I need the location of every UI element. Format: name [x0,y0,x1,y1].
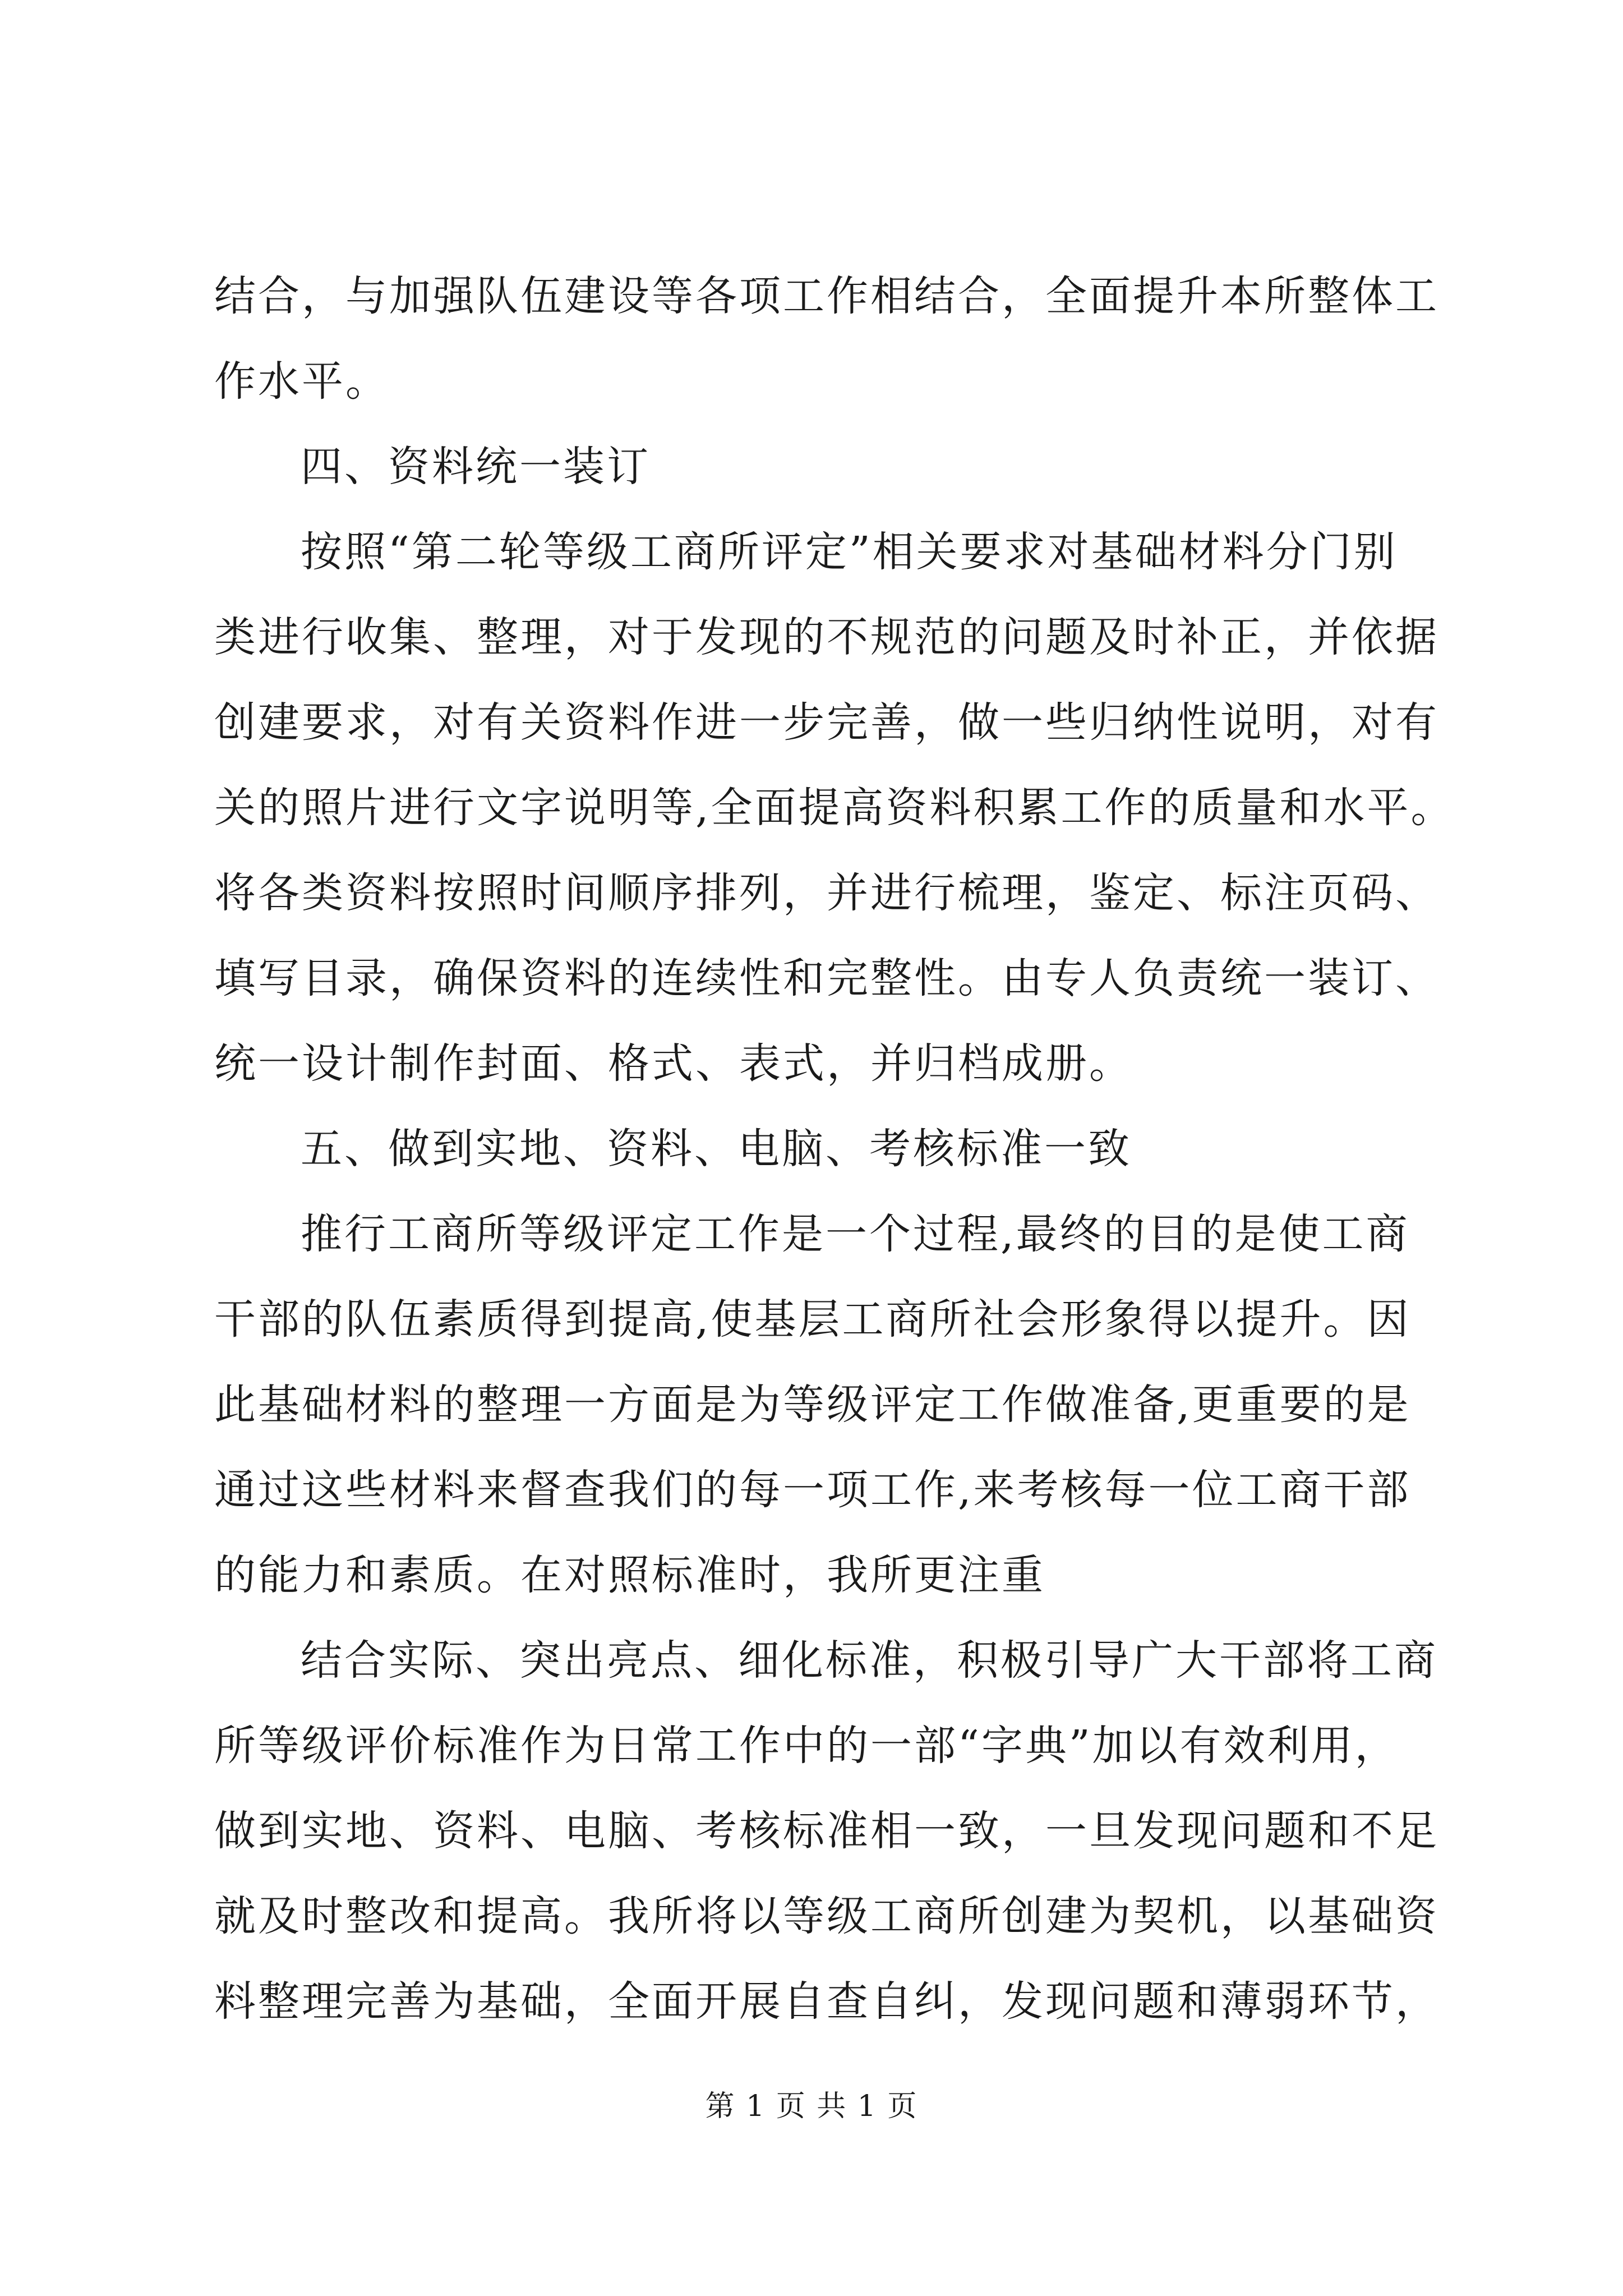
text-line-13: 干部的队伍素质得到提高,使基层工商所社会形象得以提升。因 [214,1295,1411,1343]
text-line-16: 的能力和素质。在对照标准时，我所更注重 [214,1551,1045,1599]
text-line-10: 统一设计制作封面、格式、表式，并归档成册。 [214,1039,1133,1088]
document-body [214,254,1455,2044]
text-line-4: 按照“第二轮等级工商所评定”相关要求对基础材料分门别 [301,528,1398,576]
text-line-21: 料整理完善为基础，全面开展自查自纠，发现问题和薄弱环节， [214,1977,1439,2026]
text-line-5: 类进行收集、整理，对于发现的不规范的问题及时补正，并依据 [214,613,1439,661]
text-line-2: 作水平。 [214,357,389,406]
section-heading-5: 五、做到实地、资料、电脑、考核标准一致 [301,1125,1132,1173]
text-line-7: 关的照片进行文字说明等,全面提高资料积累工作的质量和水平。 [214,784,1455,832]
page-footer [0,2090,1623,2123]
text-line-9: 填写目录，确保资料的连续性和完整性。由专人负责统一装订、 [214,954,1439,1002]
text-line-18: 所等级评价标准作为日常工作中的一部“字典”加以有效利用， [214,1722,1399,1770]
text-line-14: 此基础材料的整理一方面是为等级评定工作做准备,更重要的是 [214,1381,1411,1429]
text-line-8: 将各类资料按照时间顺序排列，并进行梳理，鉴定、标注页码、 [214,869,1439,917]
text-line-20: 就及时整改和提高。我所将以等级工商所创建为契机，以基础资 [214,1892,1439,1940]
page-number-label: 第 1 页 共 1 页 [705,2090,918,2123]
text-line-6: 创建要求，对有关资料作进一步完善，做一些归纳性说明，对有 [214,698,1439,747]
text-line-17: 结合实际、突出亮点、细化标准，积极引导广大干部将工商 [301,1636,1438,1685]
section-heading-4: 四、资料统一装订 [301,443,651,491]
text-line-15: 通过这些材料来督查我们的每一项工作,来考核每一位工商干部 [214,1466,1411,1514]
text-line-1: 结合，与加强队伍建设等各项工作相结合，全面提升本所整体工 [214,272,1439,320]
text-line-12: 推行工商所等级评定工作是一个过程,最终的目的是使工商 [301,1210,1410,1258]
text-line-19: 做到实地、资料、电脑、考核标准相一致，一旦发现问题和不足 [214,1807,1439,1855]
